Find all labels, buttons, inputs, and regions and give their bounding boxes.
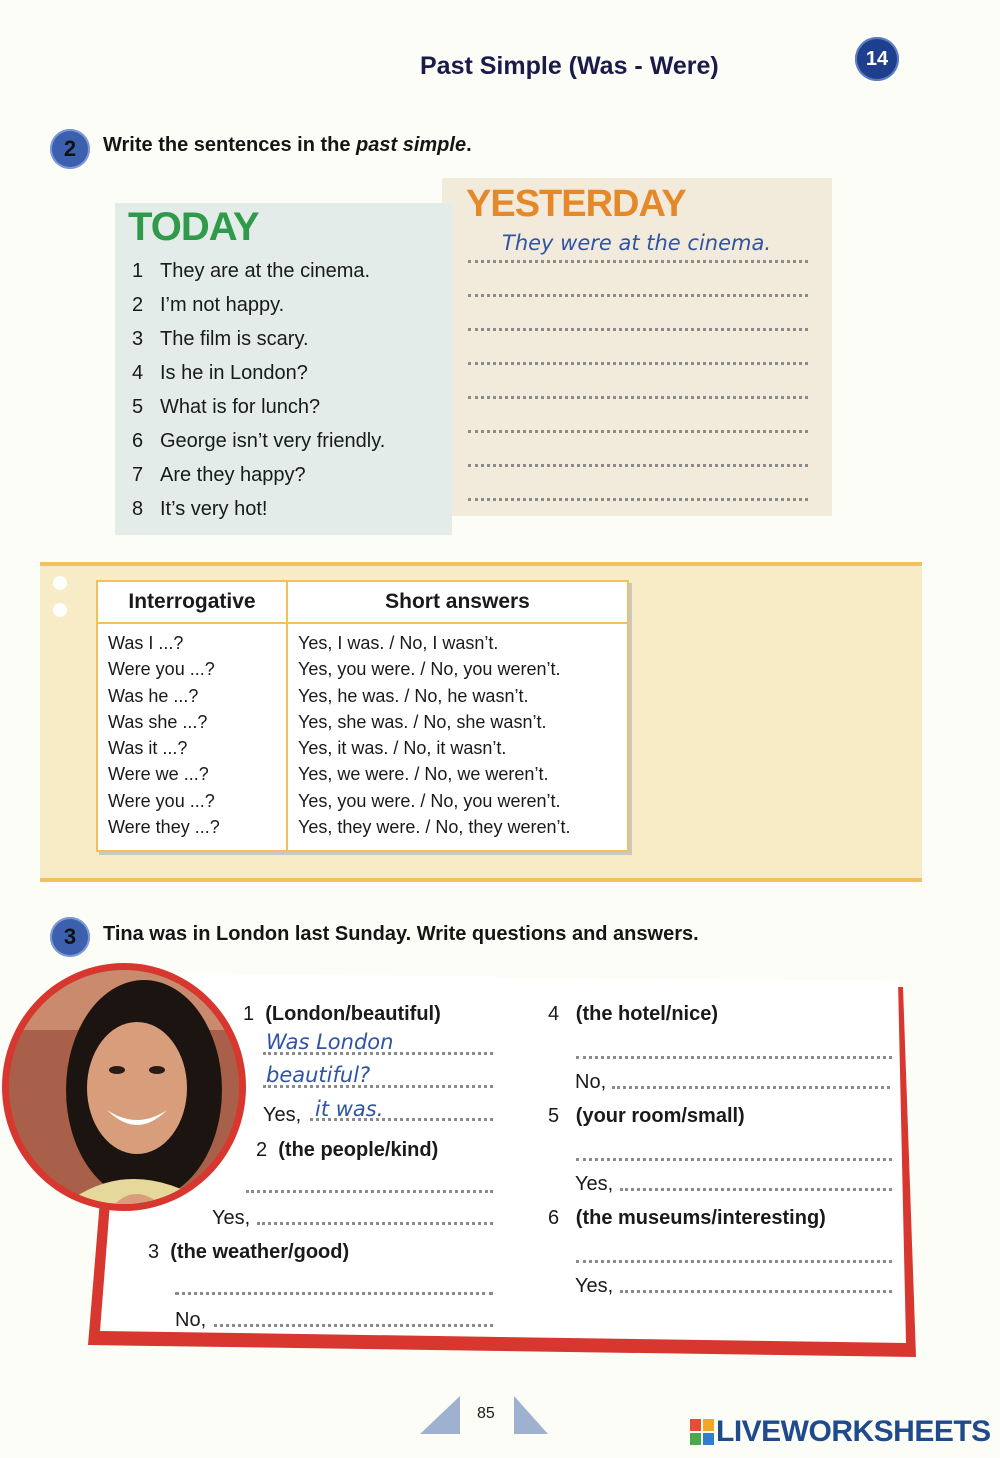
item-5-answer-line[interactable] bbox=[620, 1167, 892, 1191]
answer-line-2[interactable] bbox=[468, 273, 808, 297]
table-cell: Yes, it was. / No, it wasn’t. bbox=[298, 738, 507, 759]
binder-hole bbox=[53, 603, 67, 617]
list-item: 4 Is he in London? bbox=[132, 362, 308, 384]
table-cell: Was it ...? bbox=[108, 738, 188, 759]
unit-number-badge: 14 bbox=[855, 37, 899, 81]
table-cell: Were you ...? bbox=[108, 790, 215, 811]
list-item: 1 They are at the cinema. bbox=[132, 260, 371, 282]
exercise-3-instruction: Tina was in London last Sunday. Write questions and answers. bbox=[103, 923, 699, 945]
item-5-cue: 5 (your room/small) bbox=[548, 1105, 745, 1127]
item-3-answer-line[interactable] bbox=[214, 1303, 493, 1327]
tina-photo bbox=[2, 963, 246, 1211]
item-2-answer-prefix: Yes, bbox=[212, 1207, 251, 1229]
example-answer: They were at the cinema. bbox=[502, 231, 772, 255]
exercise-3-number: 3 bbox=[50, 917, 90, 957]
table-cell: Yes, he was. / No, he wasn’t. bbox=[298, 685, 529, 706]
table-cell: Yes, they were. / No, they weren’t. bbox=[298, 817, 571, 838]
table-cell: Was she ...? bbox=[108, 711, 208, 732]
item-6-answer-line[interactable] bbox=[620, 1269, 892, 1293]
item-2-question-line[interactable] bbox=[246, 1169, 493, 1193]
answer-line-8[interactable] bbox=[468, 477, 808, 501]
interrogative-header: Interrogative bbox=[97, 581, 287, 623]
table-cell: Was I ...? bbox=[108, 633, 184, 653]
item-1-example-line-2: beautiful? bbox=[266, 1063, 371, 1087]
list-item: 2 I’m not happy. bbox=[132, 294, 285, 316]
exercise-2-number: 2 bbox=[50, 129, 90, 169]
item-4-answer-prefix: No, bbox=[575, 1071, 607, 1093]
short-answers-column bbox=[287, 623, 628, 851]
item-4-question-line[interactable] bbox=[576, 1035, 892, 1059]
answer-line-5[interactable] bbox=[468, 375, 808, 399]
answer-line-6[interactable] bbox=[468, 409, 808, 433]
today-sentence-list bbox=[132, 256, 385, 528]
grammar-table bbox=[96, 580, 629, 852]
item-2-cue: 2 (the people/kind) bbox=[256, 1139, 439, 1161]
item-1-cue: 1 (London/beautiful) bbox=[243, 1003, 441, 1025]
binder-hole bbox=[53, 576, 67, 590]
item-3-cue: 3 (the weather/good) bbox=[148, 1241, 350, 1263]
item-6-question-line[interactable] bbox=[576, 1239, 892, 1263]
table-cell: Yes, I was. / No, I wasn’t. bbox=[298, 633, 499, 653]
list-item: 5 What is for lunch? bbox=[132, 396, 321, 418]
answer-line-3[interactable] bbox=[468, 307, 808, 331]
item-1-example-line-1: Was London bbox=[266, 1030, 394, 1054]
item-5-question-line[interactable] bbox=[576, 1137, 892, 1161]
list-item: 6 George isn’t very friendly. bbox=[132, 430, 386, 452]
item-1-example-answer: it was. bbox=[315, 1097, 384, 1121]
list-item: 3 The film is scary. bbox=[132, 328, 309, 350]
yesterday-title: YESTERDAY bbox=[466, 183, 686, 225]
item-4-answer-line[interactable] bbox=[612, 1065, 890, 1089]
table-cell: Yes, she was. / No, she wasn’t. bbox=[298, 711, 547, 732]
item-4-cue: 4 (the hotel/nice) bbox=[548, 1003, 719, 1025]
short-answers-header: Short answers bbox=[287, 581, 628, 623]
list-item: 8 It’s very hot! bbox=[132, 498, 268, 520]
item-1-answer-prefix: Yes, bbox=[263, 1104, 302, 1126]
table-cell: Was he ...? bbox=[108, 685, 199, 706]
table-cell: Were we ...? bbox=[108, 764, 209, 785]
table-cell: Were you ...? bbox=[108, 659, 215, 680]
item-3-answer-prefix: No, bbox=[175, 1309, 207, 1331]
liveworksheets-logo-icon bbox=[690, 1419, 714, 1445]
interrogative-column bbox=[97, 623, 287, 851]
item-6-cue: 6 (the museums/interesting) bbox=[548, 1207, 826, 1229]
item-5-answer-prefix: Yes, bbox=[575, 1173, 614, 1195]
table-cell: Yes, you were. / No, you weren’t. bbox=[298, 659, 561, 680]
page-title: Past Simple (Was - Were) bbox=[420, 52, 719, 80]
list-item: 7 Are they happy? bbox=[132, 464, 306, 486]
item-3-question-line[interactable] bbox=[175, 1271, 493, 1295]
page-number: 85 bbox=[477, 1405, 495, 1422]
today-title: TODAY bbox=[128, 205, 259, 249]
table-cell: Yes, we were. / No, we weren’t. bbox=[298, 764, 549, 785]
answer-line-4[interactable] bbox=[468, 341, 808, 365]
answer-line-7[interactable] bbox=[468, 443, 808, 467]
table-cell: Were they ...? bbox=[108, 817, 220, 838]
exercise-2-instruction: Write the sentences in the past simple. bbox=[103, 134, 472, 156]
table-cell: Yes, you were. / No, you weren’t. bbox=[298, 790, 561, 811]
liveworksheets-brand: LIVEWORKSHEETS bbox=[716, 1415, 991, 1448]
item-6-answer-prefix: Yes, bbox=[575, 1275, 614, 1297]
item-2-answer-line[interactable] bbox=[257, 1201, 493, 1225]
